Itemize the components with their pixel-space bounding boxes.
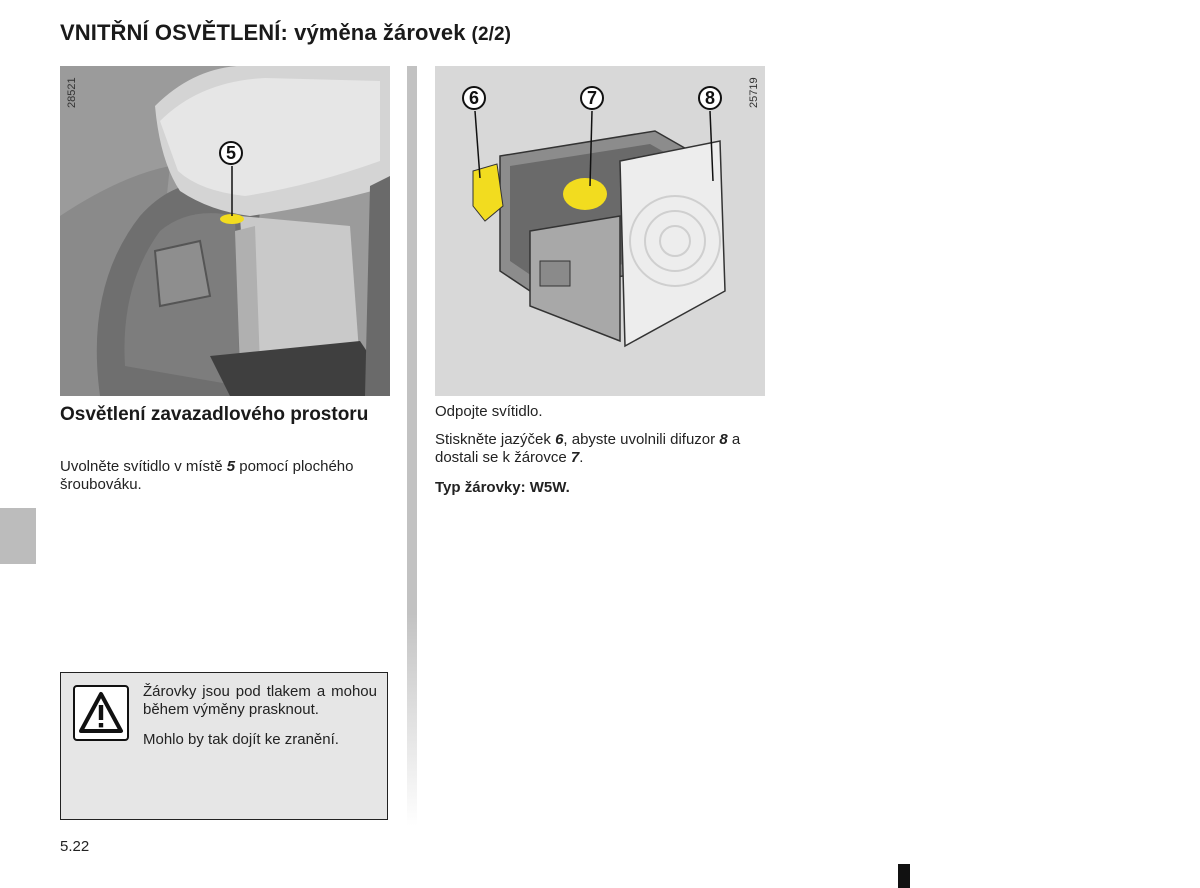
page-number: 5.22: [60, 838, 90, 855]
page-title: [60, 20, 511, 46]
ref-5: 5: [226, 458, 236, 475]
left-instruction: [60, 458, 392, 494]
figure-code-right: 25719: [748, 77, 760, 108]
section-subtitle: Osvětlení zavazadlového prostoru: [60, 404, 369, 425]
lamp-unit-illustration: [435, 66, 765, 396]
column-divider: [407, 66, 417, 826]
chapter-tab: [0, 508, 36, 564]
ref-7: 7: [570, 449, 580, 466]
step2-d: .: [579, 449, 584, 466]
right-step-2: [435, 431, 770, 467]
title-part: (2/2): [471, 24, 512, 45]
right-step-1: Odpojte svítidlo.: [435, 403, 543, 420]
left-text-b: pomocí plochého šroubováku.: [60, 458, 354, 493]
step2-c: a dostali se k žárovce: [435, 431, 741, 466]
left-text-a: Uvolněte svítidlo v místě: [60, 458, 227, 475]
warning-text-1: Žárovky jsou pod tlakem a mohou během výměny prasknout.: [143, 683, 377, 718]
step2-b: , abyste uvolnili difuzor: [563, 431, 720, 448]
step2-a: Stiskněte jazýček: [435, 431, 556, 448]
lamp-drawing: [435, 66, 765, 396]
bulb-type: Typ žárovky: W5W.: [435, 479, 570, 496]
warning-triangle-icon: [73, 685, 129, 741]
callout-5: 5: [219, 141, 243, 165]
callout-7: 7: [580, 86, 604, 110]
warning-box: [60, 672, 388, 820]
ref-6: 6: [555, 431, 564, 448]
title-text: VNITŘNÍ OSVĚTLENÍ: výměna žárovek: [60, 20, 466, 45]
warning-text-2: Mohlo by tak dojít ke zranění.: [143, 731, 339, 748]
corner-mark: [898, 864, 910, 888]
callout-6: 6: [462, 86, 486, 110]
ref-8: 8: [719, 431, 728, 448]
trunk-drawing: [60, 66, 390, 396]
figure-code-left: 28521: [66, 77, 78, 108]
callout-8: 8: [698, 86, 722, 110]
trunk-illustration: [60, 66, 390, 396]
